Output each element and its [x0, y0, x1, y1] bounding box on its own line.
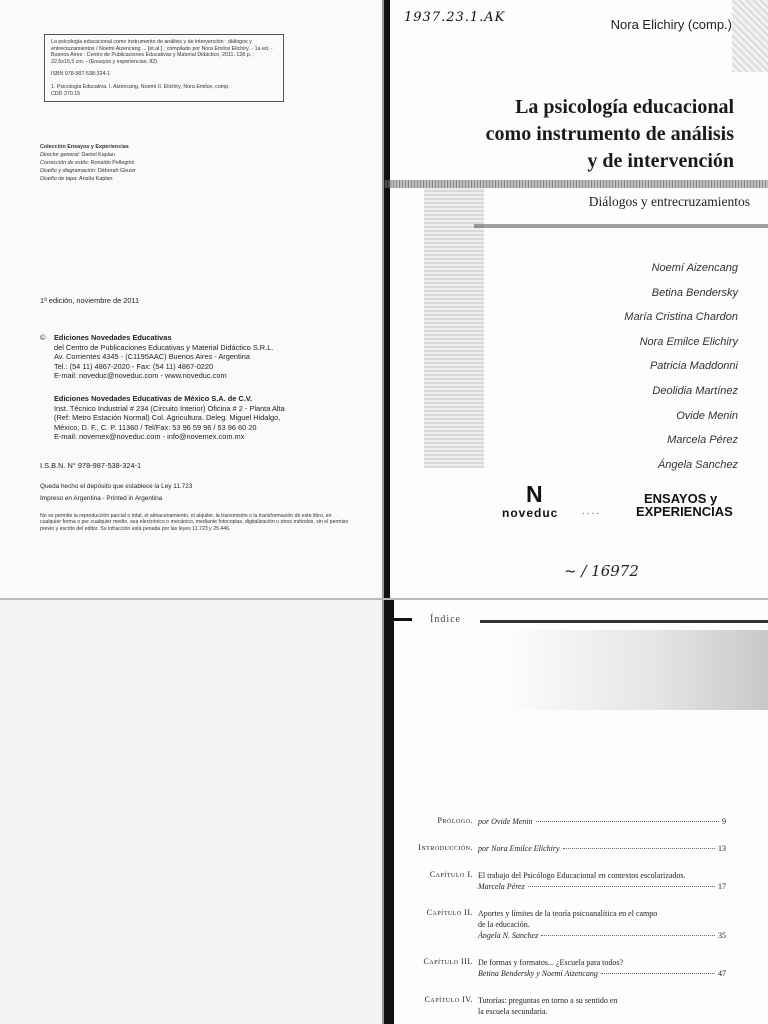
book-title [486, 94, 734, 175]
spread-gutter [382, 0, 384, 1024]
title-line: y de intervención [587, 150, 734, 172]
title-line: La psicología educacional [515, 96, 734, 118]
handwritten-signature: ~ / 16972 [564, 562, 639, 580]
author-name: Nora Emilce Elichiry [639, 335, 738, 348]
publisher-line: Av. Corrientes 4345 - (C1195AAC) Buenos Aires - Argentina [54, 352, 250, 362]
toc-title: El trabajo del Psicólogo Educacional en contextos escolarizados. [478, 871, 686, 880]
toc-label: Capítulo I. [429, 870, 473, 879]
toc-page: 9 [722, 817, 726, 826]
isbn-number: I.S.B.N. N° 978-987-538-324-1 [40, 461, 142, 470]
author-name: Noemí Aizencang [651, 262, 738, 274]
book-subtitle: Diálogos y entrecruzamientos [588, 194, 750, 209]
publisher-line: Inst. Técnico Industrial # 234 (Circuito Interior) Oficina # 2 - Planta Alta [54, 403, 285, 413]
toc-entry[interactable] [384, 995, 768, 1017]
copyright-symbol: © [40, 333, 46, 342]
edition-date: 1ª edición, noviembre de 2011 [40, 296, 140, 305]
publisher-line: (Ref: Metro Estación Normal) Col. Agricultura. Deleg. Miguel Hidalgo, [54, 413, 281, 423]
handwritten-code: 1937.23.1.AK [404, 10, 506, 25]
author-name: Patricia Maddonni [649, 360, 738, 373]
scan-seam [0, 598, 768, 600]
collection-credits [40, 143, 136, 183]
toc-page: 47 [718, 969, 726, 978]
publisher-argentina [40, 333, 273, 381]
faint-stamp [544, 520, 644, 546]
toc-page: 13 [718, 844, 726, 853]
publisher-line: del Centro de Publicaciones Educativas y Material Didáctico S.R.L. [54, 342, 274, 352]
toc-page: 17 [718, 882, 726, 891]
cip-cdd: CDD 370.15 [51, 90, 81, 97]
toc-author: Ángela N. Sanchez [478, 931, 539, 940]
credit-line: Diseño de tapa: Analía Kaplan [40, 176, 113, 182]
credit-line: Diseño y diagramación: Déborah Glezer [40, 168, 136, 174]
publisher-name: Ediciones Novedades Educativas [54, 333, 172, 342]
publisher-line: Tel.: (54 11) 4867-2020 - Fax: (54 11) 4867-0220 [54, 361, 214, 371]
author-name: Ovide Menin [676, 409, 738, 422]
deposit-line: Queda hecho el depósito que establece la Ley 11.723 [40, 483, 193, 490]
toc-label: Capítulo IV. [424, 995, 473, 1004]
publisher-logo-name: noveduc [502, 506, 559, 520]
table-of-contents [384, 816, 768, 1024]
toc-title: Aportes y límites de la teoría psicoanalítica en el campo [478, 909, 658, 918]
toc-label: Prólogo. [437, 816, 473, 825]
toc-author: por Ovide Menin [478, 817, 533, 826]
author-name: Marcela Pérez [667, 434, 738, 447]
author-name: Betina Bendersky [651, 286, 738, 299]
legal-notice: No se permite la reproducción parcial o total, el almacenamiento, el alquiler, la transmisión o la transformación de este libro, en cualquier forma o por cualquier medio, sea electrónico o mecánico, mediante fotocopias, digitalización u otros métodos, sin el permiso previo y escrito del editor. Su infracción está penada por las leyes 11.723 y 25.446. [40, 513, 349, 532]
credit-line: Corrección de estilo: Ronaldo Pellegrini [40, 160, 135, 166]
library-stamp [732, 0, 768, 72]
toc-entry[interactable] [384, 908, 768, 941]
scan-shadow [424, 188, 484, 468]
cip-isbn: ISBN 978-987-538-324-1 [51, 71, 111, 78]
author-name: María Cristina Chardon [624, 311, 738, 324]
index-heading: Índice [430, 614, 461, 625]
author-list [624, 256, 738, 477]
publisher-line: E-mail: noveduc@noveduc.com - www.noveduc.com [54, 371, 227, 381]
title-line: como instrumento de análisis [485, 123, 734, 145]
index-page [384, 600, 768, 1024]
publisher-name: Ediciones Novedades Educativas de México S.A. de C.V. [54, 394, 253, 403]
series-logo [636, 492, 733, 518]
toc-entry[interactable] [384, 843, 768, 854]
title-page [384, 0, 768, 598]
toc-label: Capítulo II. [426, 908, 473, 917]
scan-shadow [504, 630, 768, 710]
blank-page [0, 600, 382, 1024]
decorative-rule [384, 180, 768, 188]
toc-title: la escuela secundaria. [478, 1007, 548, 1016]
scan-edge [384, 0, 390, 598]
scan-edge [394, 618, 412, 621]
toc-title: De formas y formatos... ¿Escuela para todos? [478, 958, 624, 967]
compiler-name: Nora Elichiry (comp.) [610, 17, 732, 32]
toc-title: Tutorías: preguntas en torno a su sentido en [478, 996, 618, 1005]
heading-rule [480, 620, 768, 623]
toc-label: Introducción. [418, 843, 473, 852]
decorative-rule [474, 224, 768, 228]
toc-author: por Nora Emilce Elichiry [478, 844, 560, 853]
cip-catalog-box [44, 34, 284, 102]
series-line: EXPERIENCIAS [636, 504, 733, 519]
cip-description: La psicología educacional como instrumento de análisis y de intervención : diálogos y entrecruzamientos / Noemí Aizencang ... [et.al.] ; compilado por Nora Emilce Elichiry. - 1a ed. - Buenos Aires : Centro de Publicaciones Educativas y Material Didáctico, 2011. 128 p. ; 22,5x15,5 cm. - (Ensayos y experiencias; 82) [51, 39, 273, 65]
toc-author: Betina Bendersky y Noemí Aizencang [478, 969, 598, 978]
cip-subjects: 1. Psicología Educativa. I. Aizencang, Noemí II. Elichiry, Nora Emilce, comp. [51, 83, 230, 90]
author-name: Deolidia Martínez [652, 384, 738, 397]
publisher-line: E-mail: novemex@noveduc.com - info@novemex.com.mx [54, 432, 245, 442]
toc-entry[interactable] [384, 870, 768, 892]
legal-deposit [40, 479, 192, 507]
logo-dots: .... [582, 506, 602, 517]
printed-in: Impreso en Argentina - Printed in Argentina [40, 495, 163, 502]
toc-entry[interactable] [384, 816, 768, 827]
toc-author: Marcela Pérez [478, 882, 525, 891]
toc-label: Capítulo III. [423, 957, 473, 966]
author-name: Ángela Sanchez [657, 458, 738, 471]
collection-title: Colección Ensayos y Experiencias [40, 144, 129, 150]
toc-entry[interactable] [384, 957, 768, 979]
toc-page: 35 [718, 931, 726, 940]
publisher-logo-letter: N [526, 481, 543, 507]
toc-title: de la educación. [478, 920, 530, 929]
copyright-page [0, 0, 382, 598]
publisher-mexico [54, 394, 285, 442]
publisher-line: México, D. F., C. P. 11360 / Tel/Fax: 53 96 59 96 / 53 96 60 20 [54, 422, 257, 432]
credit-line: Director general: Daniel Kaplan [40, 152, 115, 158]
series-line: ENSAYOS y [644, 491, 718, 506]
